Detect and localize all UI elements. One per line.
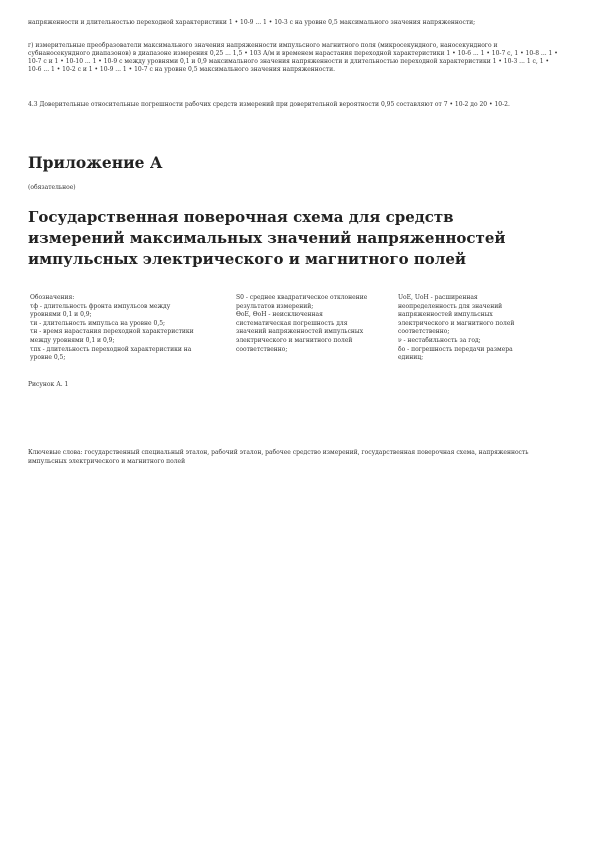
legend-line: между уровнями 0,1 и 0,9; bbox=[30, 336, 115, 344]
legend-column-3 bbox=[398, 294, 558, 363]
legend-line: электрического и магнитного полей bbox=[236, 336, 353, 344]
legend-column-1 bbox=[30, 294, 230, 363]
legend-line: соответственно; bbox=[236, 345, 288, 353]
legend-line: неопределенность для значений bbox=[398, 302, 503, 310]
legend-line: S0 - среднее квадратическое отклонение bbox=[236, 294, 368, 301]
legend-line: значений напряженностей импульсных bbox=[236, 328, 364, 336]
paragraph-item-g: г) измерительные преобразователи максимального значения напряженности импульсного магнитного поля (микросекундного, наносекундного и субнаносекундного диапазонов) в диапазоне измерения 0,25 ... 1,5 • 103 А/м и временем нарастания переходной характеристики 1 • 10-6 ... 1 • 10-7 с, 1 • 10-8 ... 1 • 10-7 с и 1 • 10-10 ... 1 • 10-9 с между уровнями 0,1 и 0,9 максимального значения напряженности и длительностью переходной характеристики 1 • 10-3 ... 1 с, 1 • 10-6 ... 1 • 10-2 с и 1 • 10-9 ... 1 • 10-7 с на уровне 0,5 максимального значения напряженности. bbox=[28, 42, 558, 73]
figure-label: Рисунок А. 1 bbox=[28, 381, 69, 388]
legend-line: систематическая погрешность для bbox=[236, 319, 348, 327]
legend-line: результатов измерений; bbox=[236, 302, 314, 310]
legend-line: ν - нестабильность за год; bbox=[398, 336, 481, 344]
paragraph-4-3: 4.3 Доверительные относительные погрешности рабочих средств измерений при доверительной вероятности 0,95 составляют от 7 • 10-2 до 20 • 10-2. bbox=[28, 101, 510, 108]
legend-line: уровне 0,5; bbox=[30, 354, 66, 362]
legend-line: UoE, UoH - расширенная bbox=[398, 294, 478, 301]
legend-column-2 bbox=[236, 294, 386, 354]
legend-line: единиц; bbox=[398, 354, 424, 362]
legend-line: τпх - длительность переходной характеристики на bbox=[30, 345, 192, 353]
legend-line: напряженностей импульсных bbox=[398, 311, 493, 319]
keywords-paragraph: Ключевые слова: государственный специальный эталон, рабочий эталон, рабочее средство измерений, государственная поверочная схема, напряженность импульсных электрического и магнитного полей bbox=[28, 449, 529, 465]
appendix-status: (обязательное) bbox=[28, 184, 76, 191]
legend-line: τф - длительность фронта импульсов между bbox=[30, 302, 171, 310]
legend-line: δo - погрешность передачи размера bbox=[398, 345, 513, 353]
legend-line: уровнями 0,1 и 0,9; bbox=[30, 311, 92, 319]
legend-line: Обозначения: bbox=[30, 294, 75, 301]
legend-line: τн - время нарастания переходной характеристики bbox=[30, 328, 194, 336]
legend-line: ΘоE, ΘоH - неисключенная bbox=[236, 311, 323, 319]
legend-line: соответственно; bbox=[398, 328, 450, 336]
appendix-title: Приложение А bbox=[28, 153, 163, 172]
paragraph-continuation: напряженности и длительностью переходной характеристики 1 • 10-9 ... 1 • 10-3 с на уровне 0,5 максимального значения напряженности; bbox=[28, 19, 476, 26]
document-title: Государственная поверочная схема для средств измерений максимальных значений напряженностей импульсных электрического и магнитного полей bbox=[28, 208, 506, 268]
legend-line: электрического и магнитного полей bbox=[398, 319, 515, 327]
legend-line: τи - длительность импульса на уровне 0,5; bbox=[30, 319, 166, 327]
